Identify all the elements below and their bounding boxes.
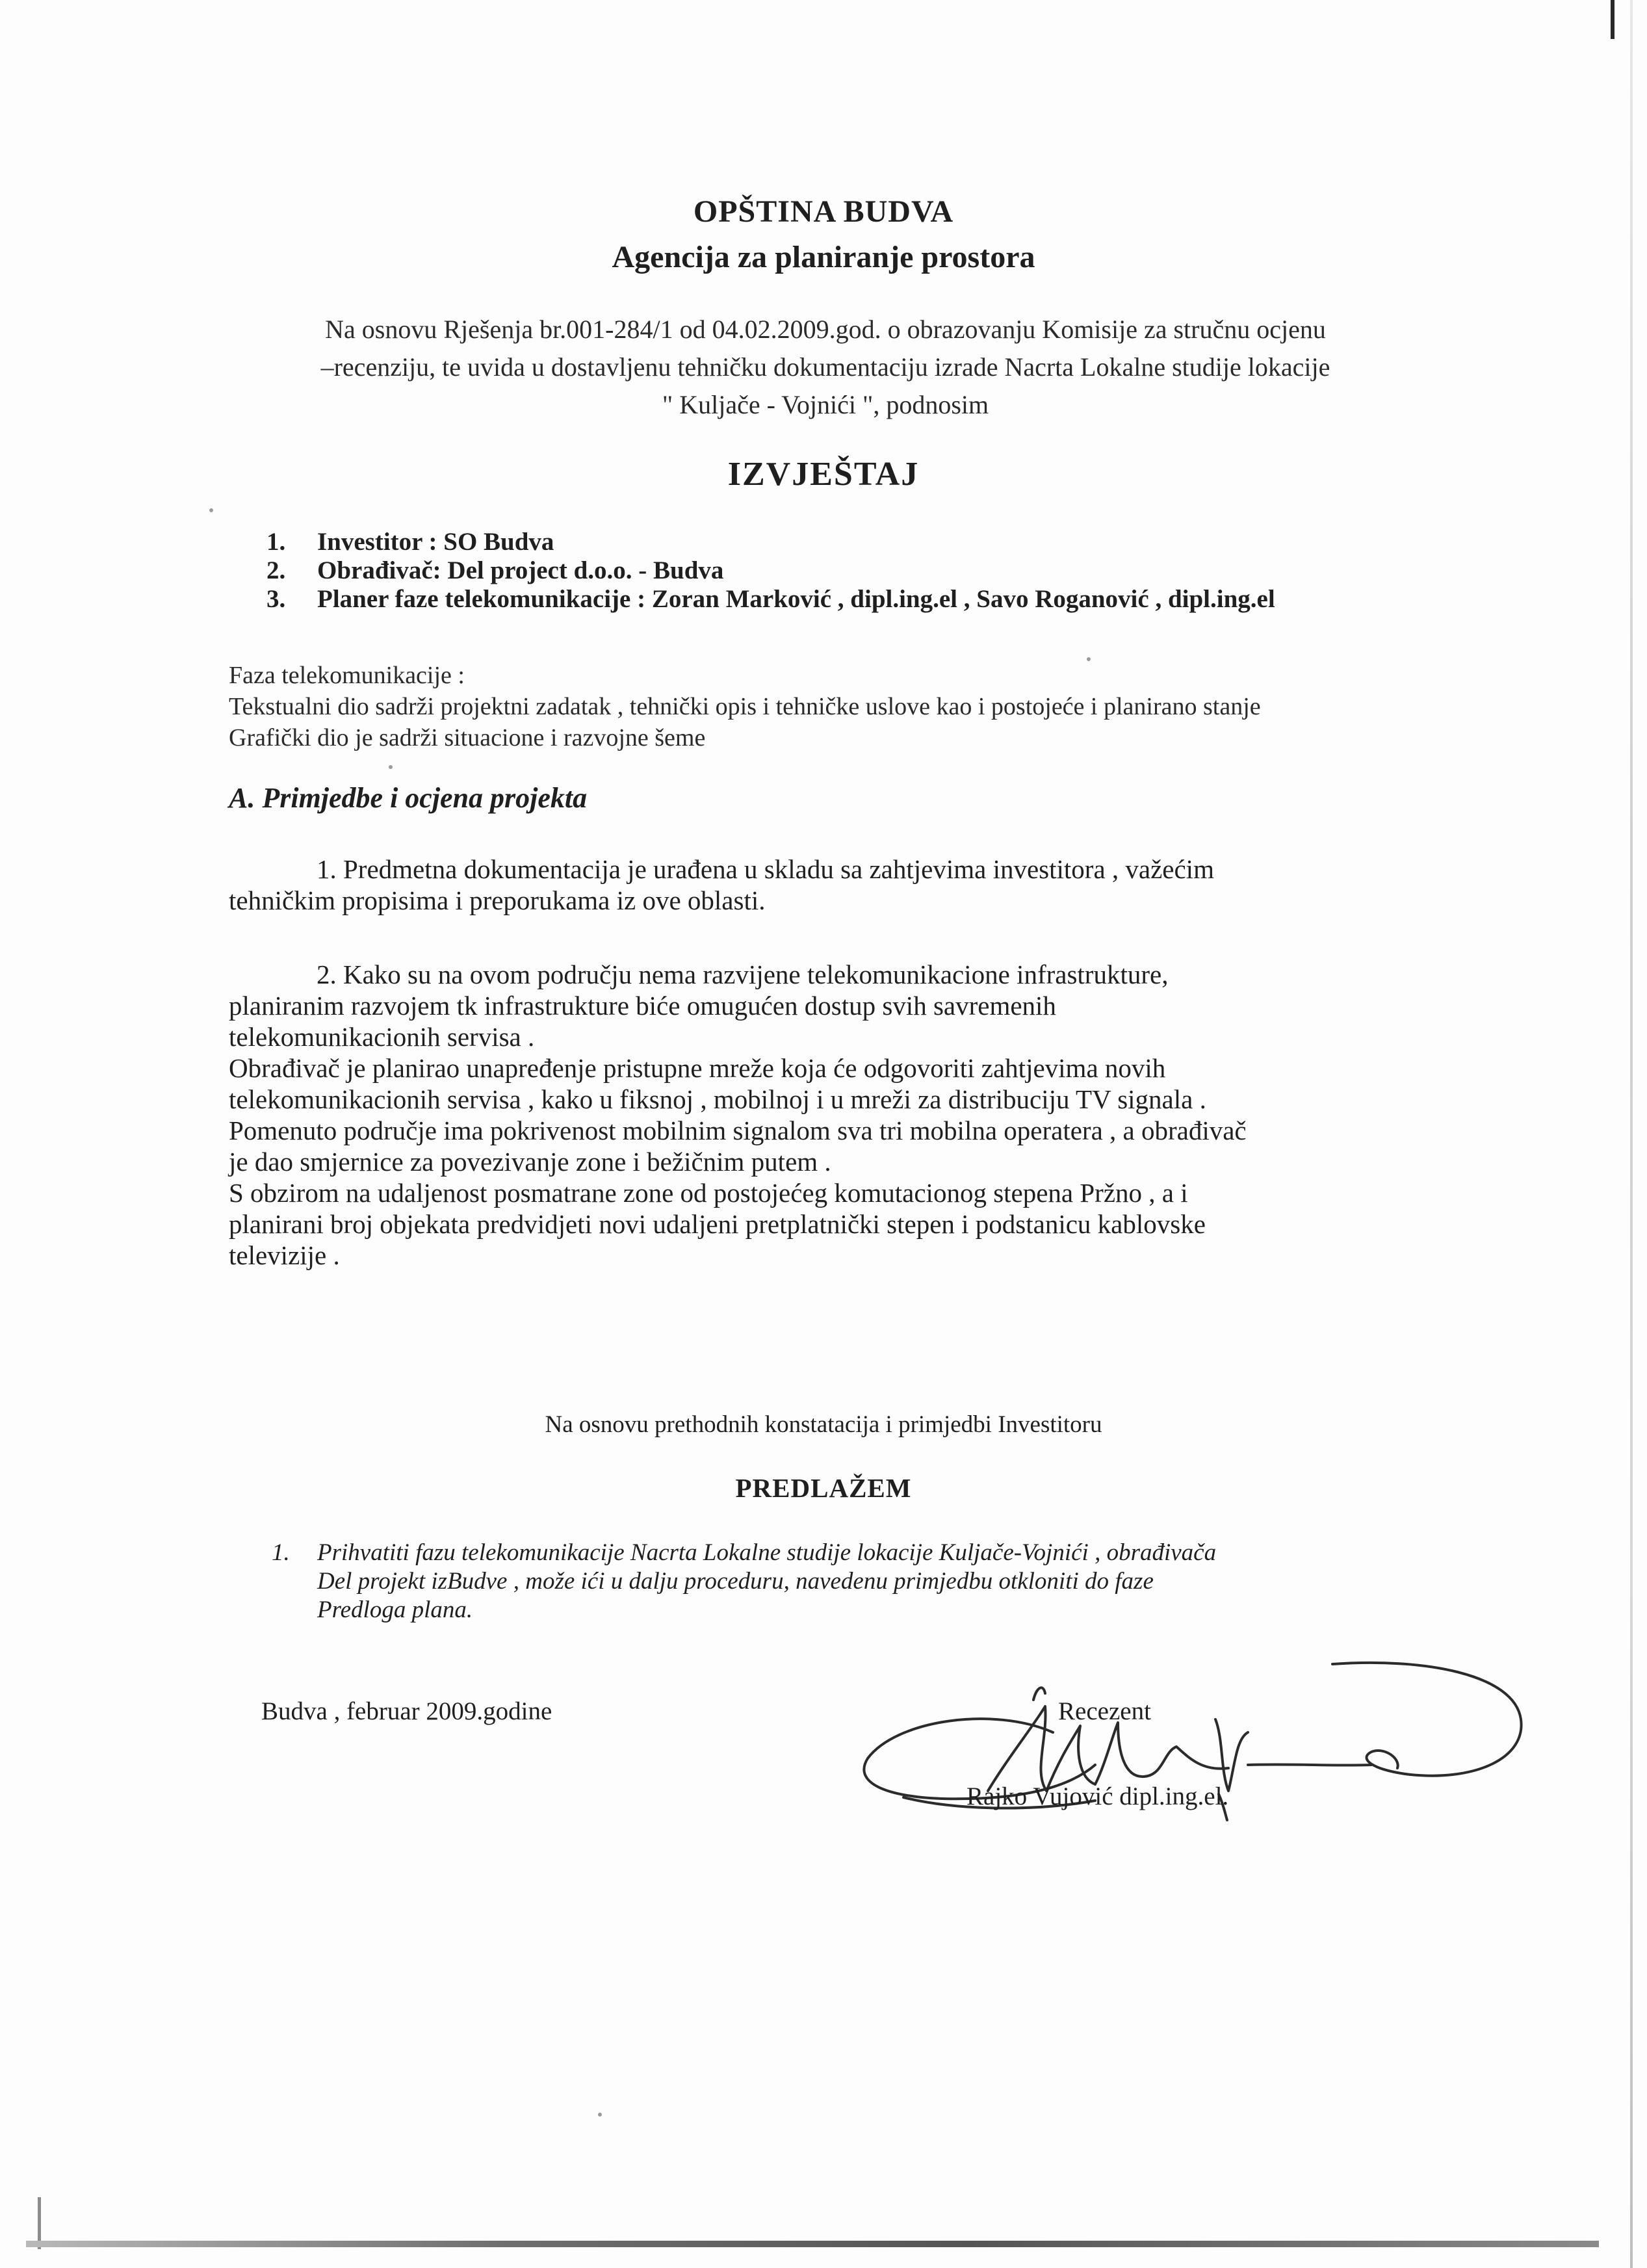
paragraph-line: 2. Kako su na ovom području nema razvijene telekomunikacione infrastrukture, [317,959,1169,989]
paragraph-line: televizije . [229,1240,340,1270]
paragraph-line: Obrađivač je planirao unapređenje pristupne mreže koja će odgovoriti zahtjevima novih [229,1053,1166,1083]
list-item-text: Planer faze telekomunikacije : Zoran Marković , dipl.ing.el , Savo Roganović , dipl.ing.el [317,585,1275,613]
section-a-heading: A. Primjedbe i ocjena projekta [229,782,588,814]
scan-edge-top [1611,0,1615,39]
list-item [266,585,1275,614]
list-item [266,556,1275,585]
list-item-number: 1. [266,528,286,556]
list-item-text: Obrađivač: Del project d.o.o. - Budva [317,556,724,584]
proposal-line: Prihvatiti fazu telekomunikacije Nacrta Lokalne studije lokacije Kuljače-Vojnići , obrađivača [317,1539,1217,1566]
paragraph-line: 1. Predmetna dokumentacija je urađena u skladu sa zahtjevima investitora , važećim [317,854,1214,884]
place-and-date: Budva , februar 2009.godine [261,1697,552,1725]
paragraph-line: telekomunikacionih servisa . [229,1022,535,1052]
numbered-list [266,528,1275,614]
list-item-text: Investitor : SO Budva [317,528,554,556]
header-agency: Agencija za planiranje prostora [612,240,1035,274]
intro-line: –recenziju, te uvida u dostavljenu tehničku dokumentaciju izrade Nacrta Lokalne studije lokacije [320,352,1330,382]
paragraph-1 [229,854,1464,916]
proposal-line: Predloga plana. [317,1597,473,1623]
scan-speck [389,765,393,769]
list-item-number: 3. [266,585,286,613]
intro-paragraph [234,311,1417,424]
paragraph-line: tehničkim propisima i preporukama iz ove oblasti. [229,885,766,915]
paragraph-line: planiranim razvojem tk infrastrukture biće omugućen dostup svih savremenih [229,991,1056,1021]
list-item-number: 2. [266,556,286,584]
scan-edge-bottom [26,2241,1599,2247]
list-item [266,528,1275,556]
scan-speck [598,2113,602,2117]
paragraph-line: je dao smjernice za povezivanje zone i bežičnim putem . [229,1147,831,1177]
faza-line: Grafički dio je sadrži situacione i razvojne šeme [229,724,706,751]
header-municipality: OPŠTINA BUDVA [693,194,954,229]
proposal-title: PREDLAŽEM [735,1473,912,1503]
paragraph-line: Pomenuto područje ima pokrivenost mobilnim signalom sva tri mobilna operatera , a obrađivač [229,1115,1247,1145]
proposal-number: 1. [272,1539,290,1566]
paragraph-line: S obzirom na udaljenost posmatrane zone od postojećeg komutacionog stepena Pržno , a i [229,1178,1188,1208]
proposal-line: Del projekt izBudve , može ići u dalju proceduru, navedenu primjedbu otkloniti do faze [317,1568,1154,1595]
reviewer-title: Recezent [1058,1697,1151,1725]
proposal-text [317,1539,1216,1624]
faza-line: Tekstualni dio sadrži projektni zadatak , tehnički opis i tehničke uslove kao i postojeće i planirano stanje [229,693,1261,720]
faza-description [229,660,1464,753]
scan-edge-right [1630,0,1633,2268]
proposal-item [272,1539,1216,1624]
scan-speck [1087,657,1091,661]
paragraph-line: planirani broj objekata predvidjeti novi udaljeni pretplatnički stepen i podstanicu kablovske [229,1209,1206,1239]
intro-line: " Kuljače - Vojnići ", podnosim [662,390,989,419]
paragraph-line: telekomunikacionih servisa , kako u fiksnoj , mobilnoj i u mreži za distribuciju TV signala . [229,1084,1206,1114]
faza-line: Faza telekomunikacije : [229,662,465,689]
report-title: IZVJEŠTAJ [727,456,920,493]
scan-speck [209,508,213,512]
paragraph-2 [229,959,1464,1271]
intro-line: Na osnovu Rješenja br.001-284/1 od 04.02.2009.god. o obrazovanju Komisije za stručnu ocjenu [325,315,1326,344]
reviewer-name: Rajko Vujović dipl.ing.el. [966,1782,1229,1810]
based-on-statement: Na osnovu prethodnih konstatacija i primjedbi Investitoru [545,1411,1102,1438]
